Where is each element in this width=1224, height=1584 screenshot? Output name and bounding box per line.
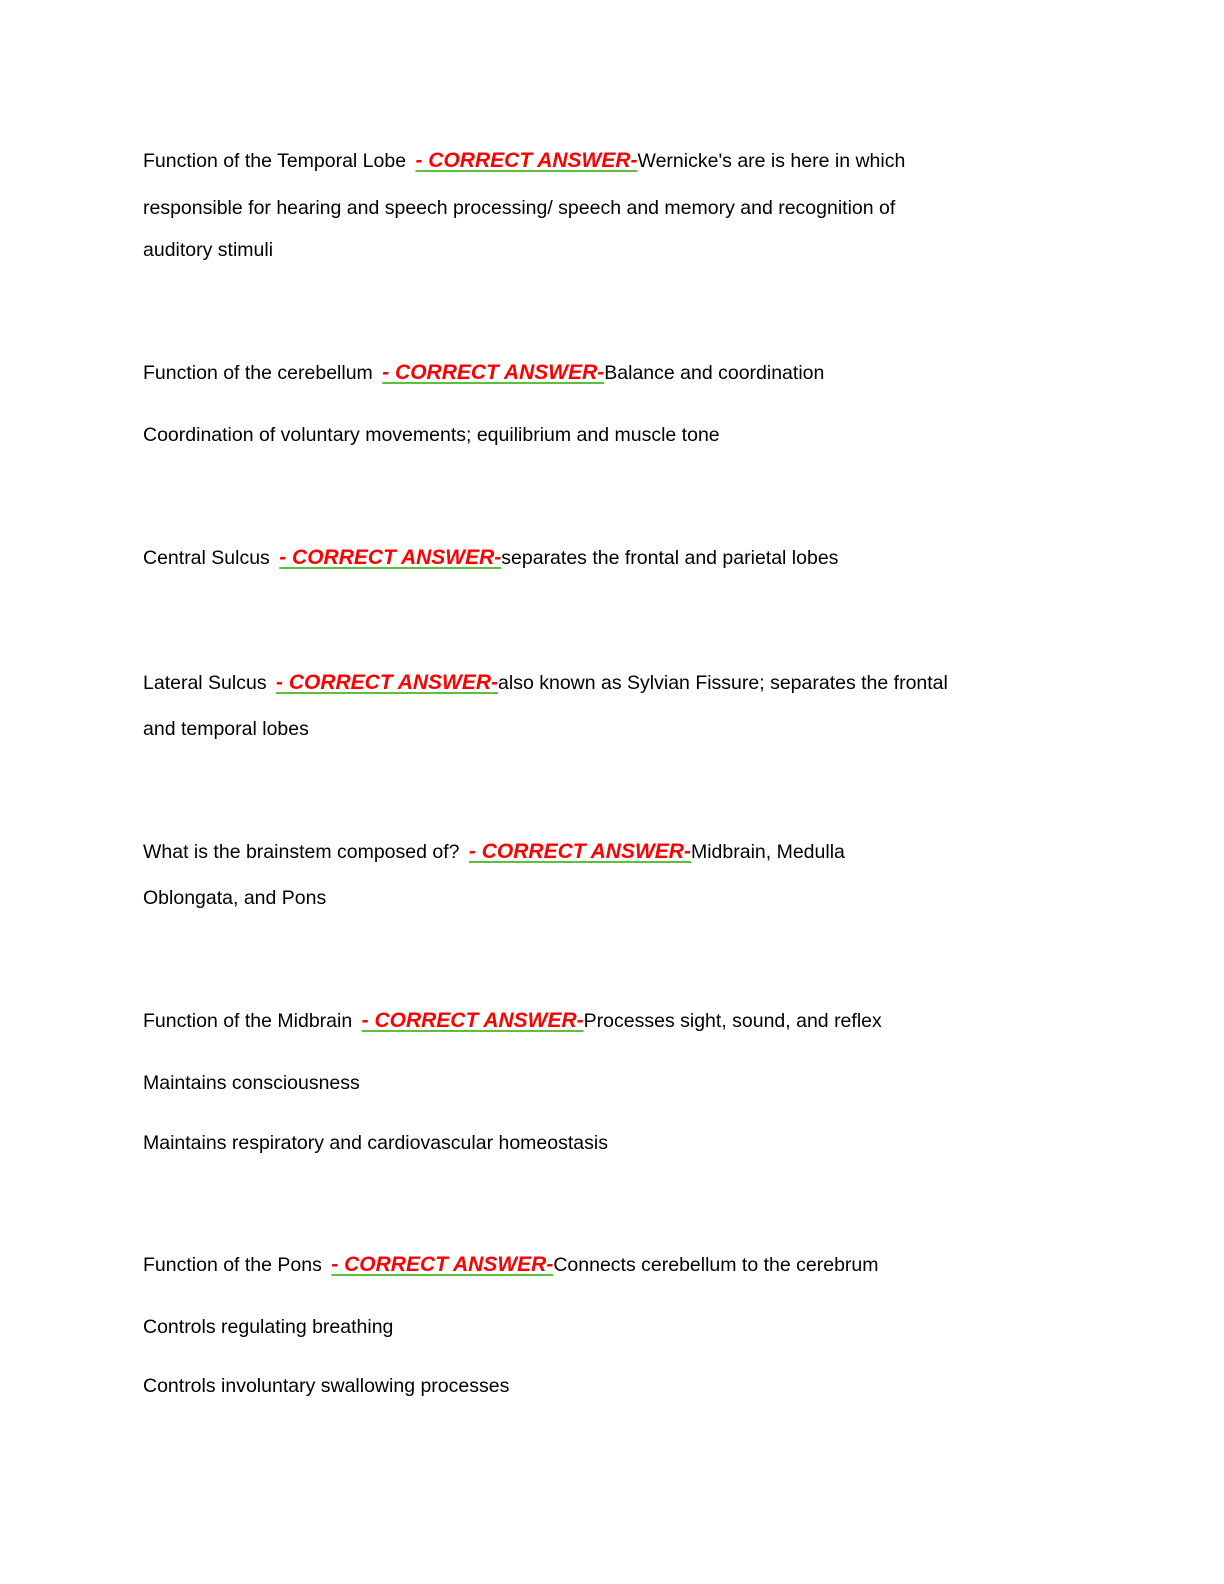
card-7-continuation-1: Controls regulating breathing bbox=[143, 1316, 394, 1338]
card-2-answer: Balance and coordination bbox=[604, 362, 825, 384]
card-7-first-line bbox=[143, 1252, 879, 1278]
card-5-question: What is the brainstem composed of? bbox=[143, 841, 460, 863]
card-2-continuation-1: Coordination of voluntary movements; equilibrium and muscle tone bbox=[143, 424, 720, 446]
card-6-first-line bbox=[143, 1008, 882, 1034]
card-3-question: Central Sulcus bbox=[143, 547, 270, 569]
card-4-answer: also known as Sylvian Fissure; separates the frontal bbox=[498, 672, 948, 694]
card-5-answer-marker: - CORRECT ANSWER- bbox=[468, 840, 691, 863]
card-1-answer: Wernicke's are is here in which bbox=[637, 150, 906, 172]
card-7-answer-marker: - CORRECT ANSWER- bbox=[331, 1253, 554, 1276]
card-6-continuation-2: Maintains respiratory and cardiovascular homeostasis bbox=[143, 1132, 608, 1154]
card-7-continuation-2: Controls involuntary swallowing processes bbox=[143, 1375, 510, 1397]
card-4-continuation-1: and temporal lobes bbox=[143, 718, 309, 740]
card-1-first-line bbox=[143, 148, 905, 174]
card-2-question: Function of the cerebellum bbox=[143, 362, 373, 384]
card-5-answer: Midbrain, Medulla bbox=[690, 841, 845, 863]
card-5-continuation-1: Oblongata, and Pons bbox=[143, 887, 327, 909]
card-3-first-line bbox=[143, 545, 838, 571]
card-6-continuation-1: Maintains consciousness bbox=[143, 1072, 360, 1094]
card-2-first-line bbox=[143, 360, 824, 386]
card-7-question: Function of the Pons bbox=[143, 1254, 322, 1276]
card-4-question: Lateral Sulcus bbox=[143, 672, 267, 694]
card-1-continuation-1: responsible for hearing and speech processing/ speech and memory and recognition of bbox=[143, 197, 896, 219]
card-6-answer: Processes sight, sound, and reflex bbox=[583, 1010, 882, 1032]
card-5-first-line bbox=[143, 839, 845, 865]
card-1-question: Function of the Temporal Lobe bbox=[143, 150, 407, 172]
card-6-answer-marker: - CORRECT ANSWER- bbox=[361, 1009, 584, 1032]
card-2-answer-marker: - CORRECT ANSWER- bbox=[382, 361, 605, 384]
card-6-question: Function of the Midbrain bbox=[143, 1010, 353, 1032]
card-1-continuation-2: auditory stimuli bbox=[143, 239, 274, 261]
card-7-answer: Connects cerebellum to the cerebrum bbox=[553, 1254, 879, 1276]
card-4-answer-marker: - CORRECT ANSWER- bbox=[276, 671, 499, 694]
card-3-answer: separates the frontal and parietal lobes bbox=[501, 547, 839, 569]
card-1-answer-marker: - CORRECT ANSWER- bbox=[415, 149, 638, 172]
card-4-first-line bbox=[143, 670, 948, 696]
card-3-answer-marker: - CORRECT ANSWER- bbox=[279, 546, 502, 569]
